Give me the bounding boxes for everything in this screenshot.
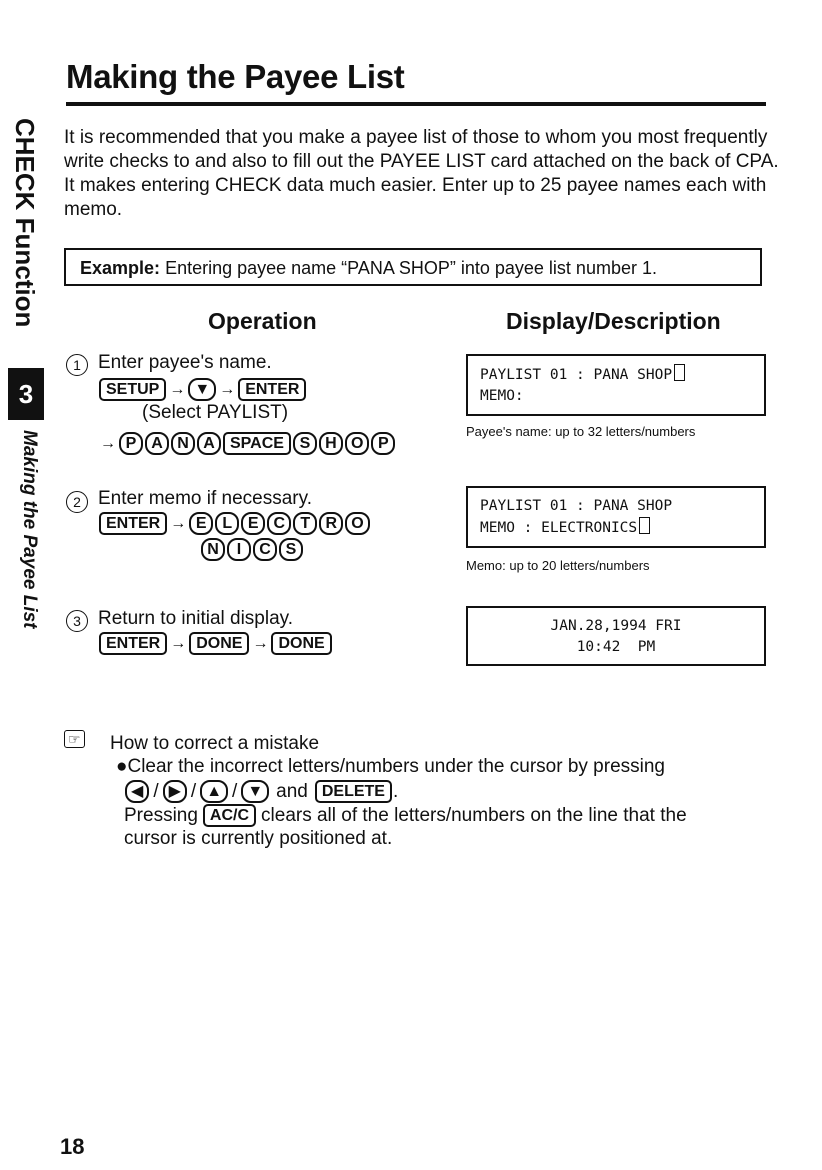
- key-c: C: [267, 512, 291, 535]
- title-underline: [66, 102, 766, 106]
- side-tab-subsection: Making the Payee List: [19, 430, 40, 629]
- key-i: I: [227, 538, 251, 561]
- step-1-text: Enter payee's name.: [98, 352, 272, 373]
- key-n: N: [171, 432, 195, 455]
- done-key: DONE: [189, 632, 249, 655]
- enter-key: ENTER: [99, 632, 167, 655]
- lcd-line: 10:42 PM: [576, 639, 656, 655]
- left-arrow-key-icon: ◀: [125, 780, 149, 803]
- enter-key: ENTER: [238, 378, 306, 401]
- arrow-icon: →: [100, 434, 116, 452]
- key-h: H: [319, 432, 343, 455]
- key-o: O: [345, 512, 369, 535]
- arrow-icon: →: [169, 380, 186, 398]
- key-p: P: [371, 432, 395, 455]
- cursor-icon: [674, 364, 685, 381]
- operation-header: Operation: [208, 308, 317, 334]
- key-p: P: [119, 432, 143, 455]
- step-3-number: 3: [66, 610, 88, 632]
- step-1-keys-line2: [98, 432, 396, 455]
- step-1-keys-line1: [98, 378, 307, 401]
- step-2-text: Enter memo if necessary.: [98, 488, 313, 509]
- right-arrow-key-icon: ▶: [163, 780, 187, 803]
- tip-pressing-text: Pressing: [124, 804, 198, 826]
- up-arrow-key-icon: ▲: [200, 780, 228, 803]
- step-3-text: Return to initial display.: [98, 608, 294, 629]
- lcd-text: MEMO : ELECTRONICS: [480, 520, 638, 536]
- lcd-line: [480, 364, 752, 386]
- lcd-caption-step-2: Memo: up to 20 letters/numbers: [466, 558, 650, 573]
- lcd-display-step-2: [466, 486, 766, 548]
- setup-key: SETUP: [99, 378, 166, 401]
- tip-acc-text: clears all of the letters/numbers on the line that the: [261, 804, 687, 826]
- example-text: Entering payee name “PANA SHOP” into payee list number 1.: [165, 258, 657, 278]
- lcd-line: MEMO:: [480, 388, 524, 404]
- done-key: DONE: [271, 632, 331, 655]
- tip-bullet: ●Clear the incorrect letters/numbers under the cursor by pressing: [116, 756, 665, 777]
- down-key: ▼: [188, 378, 216, 401]
- tip-keys-line: ◀ / ▶ / ▲ / ▼ and DELETE .: [124, 780, 398, 803]
- example-label: Example:: [80, 258, 161, 278]
- tip-and-text: and: [276, 780, 308, 802]
- key-t: T: [293, 512, 317, 535]
- page-number: 18: [60, 1134, 85, 1159]
- key-e: E: [241, 512, 265, 535]
- key-o: O: [345, 432, 369, 455]
- lcd-caption-step-1: Payee's name: up to 32 letters/numbers: [466, 424, 696, 439]
- step-1-number: 1: [66, 354, 88, 376]
- key-c: C: [253, 538, 277, 561]
- step-1-note: (Select PAYLIST): [142, 402, 289, 423]
- arrow-icon: →: [170, 634, 187, 652]
- lcd-display-step-3: [466, 606, 766, 666]
- key-s: S: [293, 432, 317, 455]
- step-2-number: 2: [66, 491, 88, 513]
- key-e: E: [189, 512, 213, 535]
- key-n: N: [201, 538, 225, 561]
- step-3-keys-line1: [98, 632, 333, 655]
- side-tab-chapter-number: 3: [8, 368, 44, 420]
- space-key: SPACE: [223, 432, 291, 455]
- display-header: Display/Description: [506, 308, 721, 334]
- example-box: [64, 248, 762, 286]
- arrow-icon: →: [219, 380, 236, 398]
- enter-key: ENTER: [99, 512, 167, 535]
- arrow-icon: →: [170, 514, 187, 532]
- down-arrow-key-icon: ▼: [241, 780, 269, 803]
- side-tab-section: CHECK Function: [10, 118, 40, 328]
- lcd-line: PAYLIST 01 : PANA SHOP: [480, 498, 673, 514]
- lcd-line: [480, 517, 752, 539]
- key-l: L: [215, 512, 239, 535]
- arrow-icon: →: [252, 634, 269, 652]
- example-line: [80, 258, 657, 279]
- lcd-text: PAYLIST 01 : PANA SHOP: [480, 367, 673, 383]
- lcd-display-step-1: [466, 354, 766, 416]
- key-a: A: [197, 432, 221, 455]
- lcd-line: JAN.28,1994 FRI: [550, 618, 682, 634]
- delete-key: DELETE: [315, 780, 392, 803]
- tip-title: How to correct a mistake: [110, 733, 320, 754]
- intro-paragraph: It is recommended that you make a payee list of those to whom you most frequently write checks to and also to fill out the PAYEE LIST card attached on the back of CPA. It makes entering CHECK data much easier. Enter up to 25 payee names each with memo.: [64, 127, 779, 220]
- step-2-keys-line2: [200, 538, 304, 561]
- page-title: Making the Payee List: [66, 58, 405, 95]
- step-2-keys-line1: [98, 512, 371, 535]
- pointing-hand-icon: ☞: [64, 730, 85, 748]
- tip-acc-line: [124, 804, 687, 827]
- cursor-icon: [639, 517, 650, 534]
- key-a: A: [145, 432, 169, 455]
- key-r: R: [319, 512, 343, 535]
- key-s: S: [279, 538, 303, 561]
- acc-key: AC/C: [203, 804, 256, 827]
- tip-last-line: cursor is currently positioned at.: [124, 828, 393, 849]
